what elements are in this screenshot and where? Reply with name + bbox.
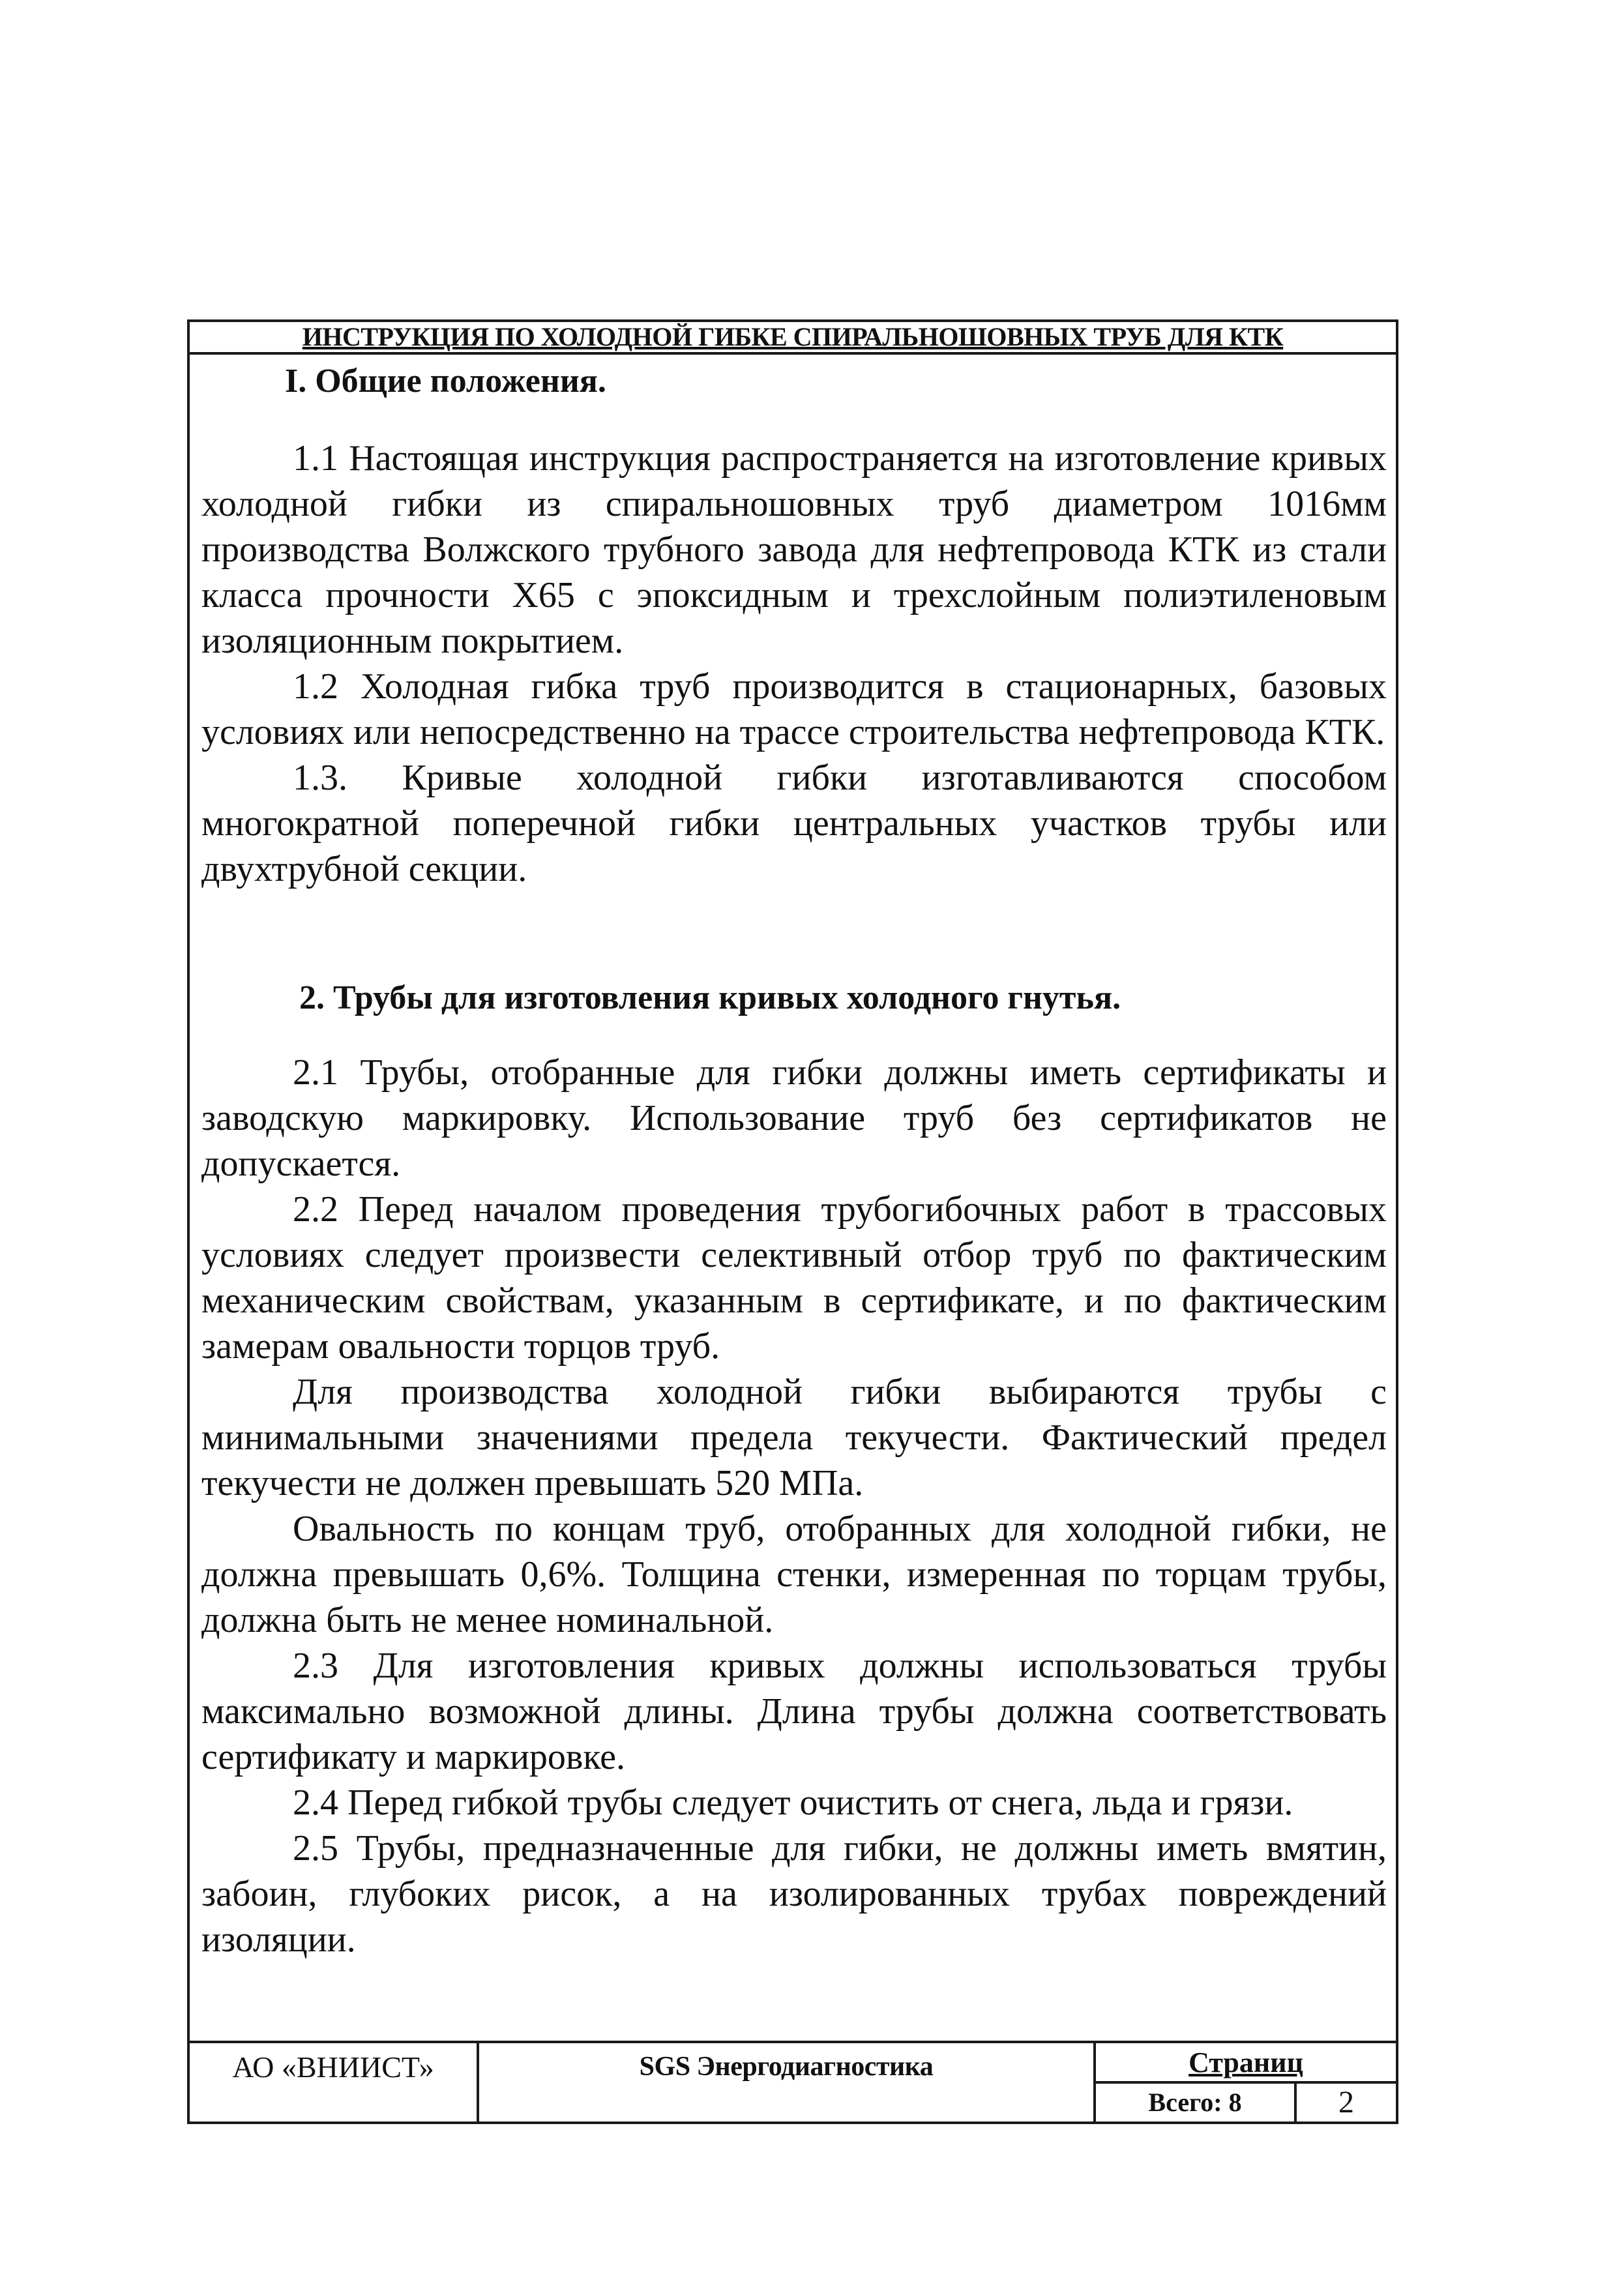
paragraph-2-2-ovality: Овальность по концам труб, отобранных для холодной гибки, не должна превышать 0,6%. Толщина стенки, измеренная по торцам трубы, должна быть не менее номинальной. [201, 1509, 1387, 1640]
footer-pages-row [1096, 2084, 1396, 2121]
section-2-heading: 2. Трубы для изготовления кривых холодного гнутья. [299, 979, 1121, 1016]
paragraph-2-1: 2.1 Трубы, отобранные для гибки должны иметь сертификаты и заводскую маркировку. Использование труб без сертификатов не допускается. [201, 1052, 1387, 1184]
document-title: ИНСТРУКЦИЯ ПО ХОЛОДНОЙ ГИБКЕ СПИРАЛЬНОШОВНЫХ ТРУБ ДЛЯ КТК [190, 322, 1396, 355]
paragraph-1-1: 1.1 Настоящая инструкция распространяется на изготовление кривых холодной гибки из спиральношовных труб диаметром 1016мм производства Волжского трубного завода для нефтепровода КТК из стали класса прочности Х65 с эпоксидным и трехслойным полиэтиленовым изоляционным покрытием. [201, 438, 1387, 661]
footer-total-pages: Всего: 8 [1096, 2084, 1297, 2121]
section-1-heading: I. Общие положения. [285, 362, 606, 400]
document-frame [187, 319, 1398, 2124]
paragraph-2-4: 2.4 Перед гибкой трубы следует очистить от снега, льда и грязи. [293, 1782, 1293, 1823]
paragraph-2-5: 2.5 Трубы, предназначенные для гибки, не должны иметь вмятин, забоин, глубоких рисок, а на изолированных трубах повреждений изоляции. [201, 1828, 1387, 1960]
footer-page-number: 2 [1338, 2085, 1354, 2120]
document-body [201, 359, 1387, 1962]
paragraph-1-3: 1.3. Кривые холодной гибки изготавливаются способом многократной поперечной гибки центральных участков трубы или двухтрубной секции. [201, 758, 1387, 889]
paragraph-1-2: 1.2 Холодная гибка труб производится в стационарных, базовых условиях или непосредственно на трассе строительства нефтепровода КТК. [201, 666, 1387, 752]
paragraph-2-2-yield: Для производства холодной гибки выбираются трубы с минимальными значениями предела текучести. Фактический предел текучести не должен превышать 520 МПа. [201, 1372, 1387, 1503]
footer-department: SGS Энергодиагностика [479, 2043, 1096, 2124]
paragraph-2-3: 2.3 Для изготовления кривых должны использоваться трубы максимально возможной длины. Длина трубы должна соответствовать сертификату и маркировке. [201, 1646, 1387, 1777]
paragraph-2-2: 2.2 Перед началом проведения трубогибочных работ в трассовых условиях следует произвести селективный отбор труб по фактическим механическим свойствам, указанным в сертификате, и по фактическим замерам овальности торцов труб. [201, 1189, 1387, 1367]
footer-pages-block [1096, 2043, 1396, 2124]
document-footer [190, 2041, 1396, 2124]
footer-pages-label: Страниц [1096, 2043, 1396, 2084]
footer-organization: АО «ВНИИСТ» [190, 2043, 479, 2124]
